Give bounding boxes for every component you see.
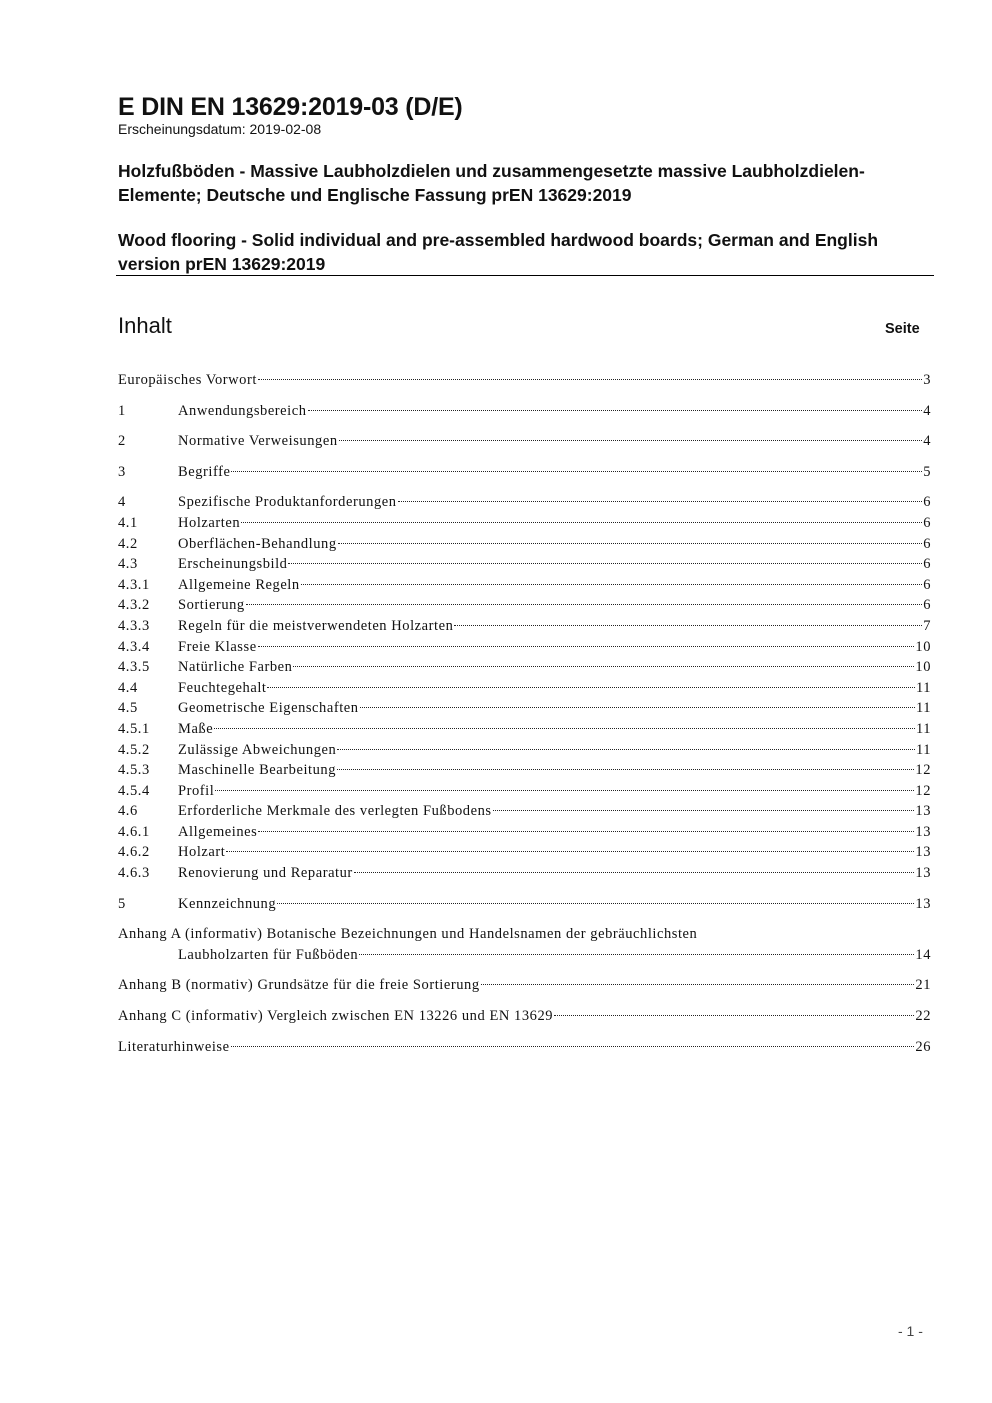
toc-leader [258,646,915,647]
toc-leader [338,543,923,544]
toc-page: 10 [915,638,931,655]
toc-number: 2 [118,433,126,450]
toc-number: 4.1 [118,514,138,531]
toc-page: 6 [923,535,931,552]
title-german: Holzfußböden - Massive Laubholzdielen und zusammengesetzte massive Laubholzdielen-Elemente; Deutsche und Englische Fassung prEN 13629:2019 [118,161,865,205]
toc-page: 4 [923,433,931,450]
toc-entry-4-6-3[interactable] [118,863,931,884]
toc-page: 14 [915,946,931,963]
toc-number: 4.5.1 [118,720,150,737]
toc-label: Literaturhinweise [118,1038,230,1055]
toc-label: Holzart [178,844,226,861]
toc-entry-4-3-3[interactable] [118,616,931,637]
toc-leader [277,903,914,904]
toc-number: 4.3.3 [118,617,150,634]
toc-heading: Inhalt [118,313,172,338]
toc-page: 26 [915,1038,931,1055]
toc-page: 10 [915,659,931,676]
toc-page: 6 [923,576,931,593]
toc-page: 13 [915,823,931,840]
toc-leader [267,687,914,688]
toc-number: 4 [118,494,126,511]
toc-leader [493,810,915,811]
toc-label: Europäisches Vorwort [118,372,257,388]
toc-number: 4.3 [118,556,138,573]
document-id-title: E DIN EN 13629:2019-03 (D/E) [118,93,463,121]
toc-label: Zulässige Abweichungen [178,741,337,758]
toc-page: 3 [923,372,931,388]
toc-page: 21 [915,977,931,994]
toc-entry-4[interactable] [118,492,931,513]
toc-number: 4.6 [118,803,138,820]
toc-leader [359,954,914,955]
toc-label: Allgemeines [178,823,258,840]
toc-entry-annex-b[interactable] [118,975,931,996]
toc-entry-4-3[interactable] [118,554,931,575]
toc-label: Regeln für die meistverwendeten Holzarten [178,617,454,634]
toc-entry-4-5-4[interactable] [118,781,931,802]
toc-entry-4-6[interactable] [118,801,931,822]
toc-leader [398,501,923,502]
toc-label: Maße [178,720,214,737]
toc-entry-2[interactable] [118,431,931,452]
toc-number: 4.6.3 [118,865,150,882]
toc-entry-4-3-1[interactable] [118,575,931,596]
toc-leader [288,563,922,564]
toc-entry-1[interactable] [118,401,931,422]
toc-leader [554,1015,914,1016]
toc-label: Allgemeine Regeln [178,576,300,593]
toc-entry-4-5-3[interactable] [118,760,931,781]
toc-entry-annex-a[interactable] [118,924,931,965]
toc-label: Anwendungsbereich [178,402,307,419]
toc-leader [214,728,915,729]
toc-page: 6 [923,597,931,614]
toc-page: 6 [923,514,931,531]
toc-leader [215,790,914,791]
toc-entry-5[interactable] [118,894,931,915]
toc-leader [481,984,915,985]
toc-leader [337,769,914,770]
toc-label: Normative Verweisungen [178,433,338,450]
toc-page: 13 [915,844,931,861]
toc-leader [226,851,914,852]
toc-number: 4.3.2 [118,597,150,614]
table-of-contents [118,370,931,1057]
toc-page: 13 [915,865,931,882]
toc-entry-4-2[interactable] [118,534,931,555]
toc-label: Natürliche Farben [178,659,293,676]
toc-leader [339,440,923,441]
toc-label: Kennzeichnung [178,895,277,912]
toc-leader [258,379,922,380]
toc-label: Erscheinungsbild [178,556,288,573]
toc-entry-bibliography[interactable] [118,1037,931,1058]
toc-label: Erforderliche Merkmale des verlegten Fußbodens [178,803,492,820]
toc-entry-4-5[interactable] [118,698,931,719]
toc-label: Oberflächen-Behandlung [178,535,337,552]
toc-number: 4.6.2 [118,844,150,861]
toc-label: Anhang A (informativ) Botanische Bezeichnungen und Handelsnamen der gebräuchlichsten [118,926,698,943]
toc-leader [246,604,922,605]
toc-page: 11 [915,741,931,758]
toc-page: 11 [915,720,931,737]
toc-number: 4.3.1 [118,576,150,593]
toc-number: 4.4 [118,679,138,696]
toc-page: 13 [915,895,931,912]
toc-label: Freie Klasse [178,638,257,655]
toc-label: Maschinelle Bearbeitung [178,762,337,779]
toc-entry-4-4[interactable] [118,678,931,699]
toc-page: 12 [915,782,931,799]
toc-entry-annex-c[interactable] [118,1006,931,1027]
toc-leader [241,522,922,523]
toc-number: 4.2 [118,535,138,552]
toc-leader [354,872,915,873]
toc-label: Renovierung und Reparatur [178,865,353,882]
toc-number: 1 [118,402,126,419]
toc-number: 4.6.1 [118,823,150,840]
toc-page: 6 [923,556,931,573]
toc-label-continued: Laubholzarten für Fußböden [178,946,359,963]
toc-page: 4 [923,402,931,419]
toc-entry-foreword[interactable] [118,370,931,391]
page-number: - 1 - [898,1323,923,1339]
toc-entry-4-1[interactable] [118,513,931,534]
toc-entry-4-6-1[interactable] [118,822,931,843]
toc-page: 6 [923,494,931,511]
toc-leader [231,1046,915,1047]
toc-number: 4.5.2 [118,741,150,758]
toc-label: Profil [178,782,215,799]
toc-page: 7 [923,617,931,634]
toc-number: 4.5.3 [118,762,150,779]
toc-label: Holzarten [178,514,241,531]
toc-page: 5 [923,463,931,480]
toc-entry-4-3-4[interactable] [118,637,931,658]
toc-label: Anhang C (informativ) Vergleich zwischen EN 13226 und EN 13629 [118,1008,554,1025]
toc-entry-4-5-2[interactable] [118,740,931,761]
toc-label: Geometrische Eigenschaften [178,700,359,717]
toc-page: 22 [915,1008,931,1025]
toc-leader [454,625,922,626]
toc-entry-4-6-2[interactable] [118,842,931,863]
toc-label: Feuchtegehalt [178,679,267,696]
publication-date: Erscheinungsdatum: 2019-02-08 [118,121,322,137]
toc-page: 12 [915,762,931,779]
toc-number: 3 [118,463,126,480]
toc-entry-4-5-1[interactable] [118,719,931,740]
toc-number: 4.5.4 [118,782,150,799]
toc-page-heading: Seite [885,321,920,337]
toc-entry-3[interactable] [118,462,931,483]
toc-leader [360,707,915,708]
title-english: Wood flooring - Solid individual and pre-assembled hardwood boards; German and English version prEN 13629:2019 [118,230,879,274]
toc-leader [301,584,922,585]
toc-number: 4.5 [118,700,138,717]
toc-leader [231,471,922,472]
toc-number: 4.3.5 [118,659,150,676]
toc-entry-4-3-5[interactable] [118,657,931,678]
toc-label: Begriffe [178,463,231,480]
toc-page: 11 [915,700,931,717]
toc-entry-4-3-2[interactable] [118,595,931,616]
toc-label: Spezifische Produktanforderungen [178,494,397,511]
toc-label: Sortierung [178,597,245,614]
toc-page: 11 [915,679,931,696]
toc-leader [293,666,914,667]
toc-leader [308,410,923,411]
header-divider [116,275,934,276]
toc-page: 13 [915,803,931,820]
toc-number: 5 [118,895,126,912]
toc-number: 4.3.4 [118,638,150,655]
toc-label: Anhang B (normativ) Grundsätze für die freie Sortierung [118,977,480,994]
toc-leader [258,831,914,832]
toc-leader [337,749,915,750]
